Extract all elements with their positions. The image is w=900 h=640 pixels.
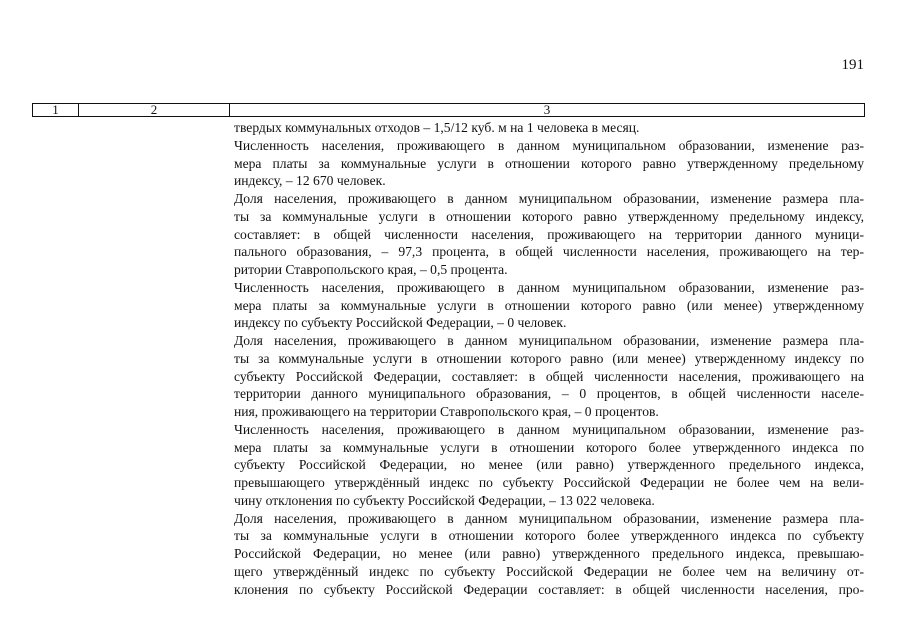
text-line: субъекту Российской Федерации, но менее (или равно) утвержденного предельного индекса,	[234, 457, 864, 473]
text-line: Численность населения, проживающего в данном муниципальном образовании, изменение раз-	[234, 137, 864, 153]
text-line: Доля населения, проживающего в данном муниципальном образовании, изменение размера пла-	[234, 510, 864, 526]
text-line: Численность населения, проживающего в данном муниципальном образовании, изменение раз-	[234, 421, 864, 437]
text-line: пального образования, – 97,3 процента, в общей численности населения, проживающего на тер-	[234, 244, 864, 260]
table-header-row	[32, 103, 865, 117]
column-2-header: 2	[79, 104, 230, 116]
text-line: индексу по субъекту Российской Федерации, – 0 человек.	[234, 315, 567, 331]
text-line: чину отклонения по субъекту Российской Федерации, – 13 022 человека.	[234, 492, 655, 508]
page-number: 191	[841, 57, 864, 73]
text-line: Численность населения, проживающего в данном муниципальном образовании, изменение раз-	[234, 279, 864, 295]
text-line: щего утверждённый индекс по субъекту Российской Федерации не более чем на величину от-	[234, 563, 864, 579]
text-line: мера платы за коммунальные услуги в отношении которого равно утвержденному предельному	[234, 155, 864, 171]
text-line: мера платы за коммунальные услуги в отношении которого более утвержденного индекса по	[234, 439, 864, 455]
column-3-header: 3	[543, 102, 551, 117]
column-1-header: 1	[33, 104, 79, 116]
text-line: индексу, – 12 670 человек.	[234, 173, 386, 189]
text-line: ты за коммунальные услуги в отношении которого равно утвержденному предельному индексу,	[234, 208, 864, 224]
text-line: ты за коммунальные услуги в отношении которого более утвержденного индекса по субъекту	[234, 528, 864, 544]
text-line: ритории Ставропольского края, – 0,5 процента.	[234, 262, 508, 277]
text-line: твердых коммунальных отходов – 1,5/12 куб. м на 1 человека в месяц.	[234, 120, 640, 135]
text-line: клонения по субъекту Российской Федерации составляет: в общей численности населения, про-	[234, 581, 864, 597]
text-line: ния, проживающего на территории Ставропольского края, – 0 процентов.	[234, 404, 659, 419]
text-line: территории данного муниципального образования, – 0 процентов, в общей численности населе-	[234, 386, 864, 402]
text-line: превышающего утверждённый индекс по субъекту Российской Федерации не более чем на вели-	[234, 475, 864, 490]
text-line: мера платы за коммунальные услуги в отношении которого равно (или менее) утвержденному	[234, 297, 864, 313]
document-body-text	[234, 119, 864, 598]
text-line: Российской Федерации, но менее (или равно) утвержденного предельного индекса, превышаю-	[234, 546, 864, 561]
text-line: Доля населения, проживающего в данном муниципальном образовании, изменение размера пла-	[234, 333, 864, 348]
text-line: составляет: в общей численности населения, проживающего на территории данного муници-	[234, 226, 864, 242]
text-line: ты за коммунальные услуги в отношении которого равно (или менее) утвержденному индексу по	[234, 350, 864, 366]
text-line: Доля населения, проживающего в данном муниципальном образовании, изменение размера пла-	[234, 191, 864, 206]
text-line: субъекту Российской Федерации, составляет: в общей численности населения, проживающего на	[234, 368, 864, 384]
